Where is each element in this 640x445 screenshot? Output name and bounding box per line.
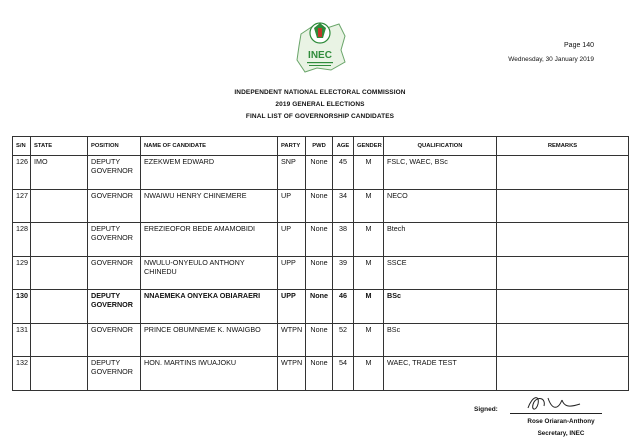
sn-cell: 126 bbox=[13, 156, 31, 190]
age-cell: 39 bbox=[333, 256, 354, 290]
sn-cell: 127 bbox=[13, 189, 31, 223]
gender-cell: M bbox=[354, 223, 384, 257]
party-cell: WTPN bbox=[278, 357, 306, 391]
table-row bbox=[13, 290, 629, 324]
age-cell: 45 bbox=[333, 156, 354, 190]
gender-cell: M bbox=[354, 323, 384, 357]
gender-cell: M bbox=[354, 357, 384, 391]
pwd-cell: None bbox=[306, 223, 333, 257]
party-cell: WTPN bbox=[278, 323, 306, 357]
position-cell: GOVERNOR bbox=[88, 256, 141, 290]
table-row bbox=[13, 223, 629, 257]
pwd-cell: None bbox=[306, 256, 333, 290]
signed-label: Signed: bbox=[474, 406, 498, 413]
state-cell bbox=[31, 189, 88, 223]
pwd-cell: None bbox=[306, 357, 333, 391]
column-header: AGE bbox=[333, 137, 354, 156]
position-cell: GOVERNOR bbox=[88, 323, 141, 357]
inec-logo bbox=[287, 6, 353, 84]
qualification-cell: WAEC, TRADE TEST bbox=[384, 357, 497, 391]
table-row bbox=[13, 323, 629, 357]
table-row bbox=[13, 189, 629, 223]
gender-cell: M bbox=[354, 256, 384, 290]
party-cell: SNP bbox=[278, 156, 306, 190]
inec-logo-text: INEC bbox=[308, 50, 332, 61]
candidates-table bbox=[12, 136, 629, 391]
remarks-cell bbox=[497, 357, 629, 391]
qualification-cell: SSCE bbox=[384, 256, 497, 290]
document-date: Wednesday, 30 January 2019 bbox=[508, 56, 594, 63]
pwd-cell: None bbox=[306, 323, 333, 357]
party-cell: UPP bbox=[278, 256, 306, 290]
sn-cell: 128 bbox=[13, 223, 31, 257]
state-cell: IMO bbox=[31, 156, 88, 190]
sn-cell: 130 bbox=[13, 290, 31, 324]
column-header: POSITION bbox=[88, 137, 141, 156]
name-cell: EREZIEOFOR BEDE AMAMOBIDI bbox=[141, 223, 278, 257]
remarks-cell bbox=[497, 223, 629, 257]
position-cell: DEPUTY GOVERNOR bbox=[88, 290, 141, 324]
table-row bbox=[13, 256, 629, 290]
signer-title: Secretary, INEC bbox=[537, 430, 585, 437]
party-cell: UP bbox=[278, 189, 306, 223]
state-cell bbox=[31, 256, 88, 290]
name-cell: HON. MARTINS IWUAJOKU bbox=[141, 357, 278, 391]
pwd-cell: None bbox=[306, 156, 333, 190]
remarks-cell bbox=[497, 290, 629, 324]
age-cell: 38 bbox=[333, 223, 354, 257]
pwd-cell: None bbox=[306, 189, 333, 223]
position-cell: DEPUTY GOVERNOR bbox=[88, 357, 141, 391]
election-title: 2019 GENERAL ELECTIONS bbox=[275, 101, 365, 108]
page-number: Page 140 bbox=[564, 42, 594, 49]
remarks-cell bbox=[497, 156, 629, 190]
position-cell: DEPUTY GOVERNOR bbox=[88, 156, 141, 190]
table-header-row bbox=[13, 137, 629, 156]
column-header: PWD bbox=[306, 137, 333, 156]
age-cell: 52 bbox=[333, 323, 354, 357]
position-cell: DEPUTY GOVERNOR bbox=[88, 223, 141, 257]
qualification-cell: BSc bbox=[384, 323, 497, 357]
sn-cell: 132 bbox=[13, 357, 31, 391]
column-header: STATE bbox=[31, 137, 88, 156]
age-cell: 54 bbox=[333, 357, 354, 391]
gender-cell: M bbox=[354, 189, 384, 223]
column-header: PARTY bbox=[278, 137, 306, 156]
table-row bbox=[13, 156, 629, 190]
qualification-cell: Btech bbox=[384, 223, 497, 257]
sn-cell: 129 bbox=[13, 256, 31, 290]
age-cell: 46 bbox=[333, 290, 354, 324]
sn-cell: 131 bbox=[13, 323, 31, 357]
state-cell bbox=[31, 290, 88, 324]
column-header: REMARKS bbox=[497, 137, 629, 156]
state-cell bbox=[31, 323, 88, 357]
signer-name: Rose Oriaran-Anthony bbox=[527, 418, 595, 425]
age-cell: 34 bbox=[333, 189, 354, 223]
table-row bbox=[13, 357, 629, 391]
name-cell: EZEKWEM EDWARD bbox=[141, 156, 278, 190]
list-title: FINAL LIST OF GOVERNORSHIP CANDIDATES bbox=[245, 113, 395, 120]
remarks-cell bbox=[497, 256, 629, 290]
commission-title: INDEPENDENT NATIONAL ELECTORAL COMMISSION bbox=[234, 89, 406, 96]
remarks-cell bbox=[497, 189, 629, 223]
name-cell: NWULU-ONYEULO ANTHONY CHINEDU bbox=[141, 256, 278, 290]
name-cell: NWAIWU HENRY CHINEMERE bbox=[141, 189, 278, 223]
qualification-cell: FSLC, WAEC, BSc bbox=[384, 156, 497, 190]
column-header: NAME OF CANDIDATE bbox=[141, 137, 278, 156]
column-header: S/N bbox=[13, 137, 31, 156]
column-header: QUALIFICATION bbox=[384, 137, 497, 156]
signature-icon bbox=[518, 392, 588, 414]
state-cell bbox=[31, 223, 88, 257]
gender-cell: M bbox=[354, 290, 384, 324]
name-cell: PRINCE OBUMNEME K. NWAIGBO bbox=[141, 323, 278, 357]
qualification-cell: NECO bbox=[384, 189, 497, 223]
column-header: GENDER bbox=[354, 137, 384, 156]
state-cell bbox=[31, 357, 88, 391]
party-cell: UPP bbox=[278, 290, 306, 324]
remarks-cell bbox=[497, 323, 629, 357]
party-cell: UP bbox=[278, 223, 306, 257]
qualification-cell: BSc bbox=[384, 290, 497, 324]
position-cell: GOVERNOR bbox=[88, 189, 141, 223]
name-cell: NNAEMEKA ONYEKA OBIARAERI bbox=[141, 290, 278, 324]
signature-line bbox=[510, 413, 602, 414]
pwd-cell: None bbox=[306, 290, 333, 324]
gender-cell: M bbox=[354, 156, 384, 190]
